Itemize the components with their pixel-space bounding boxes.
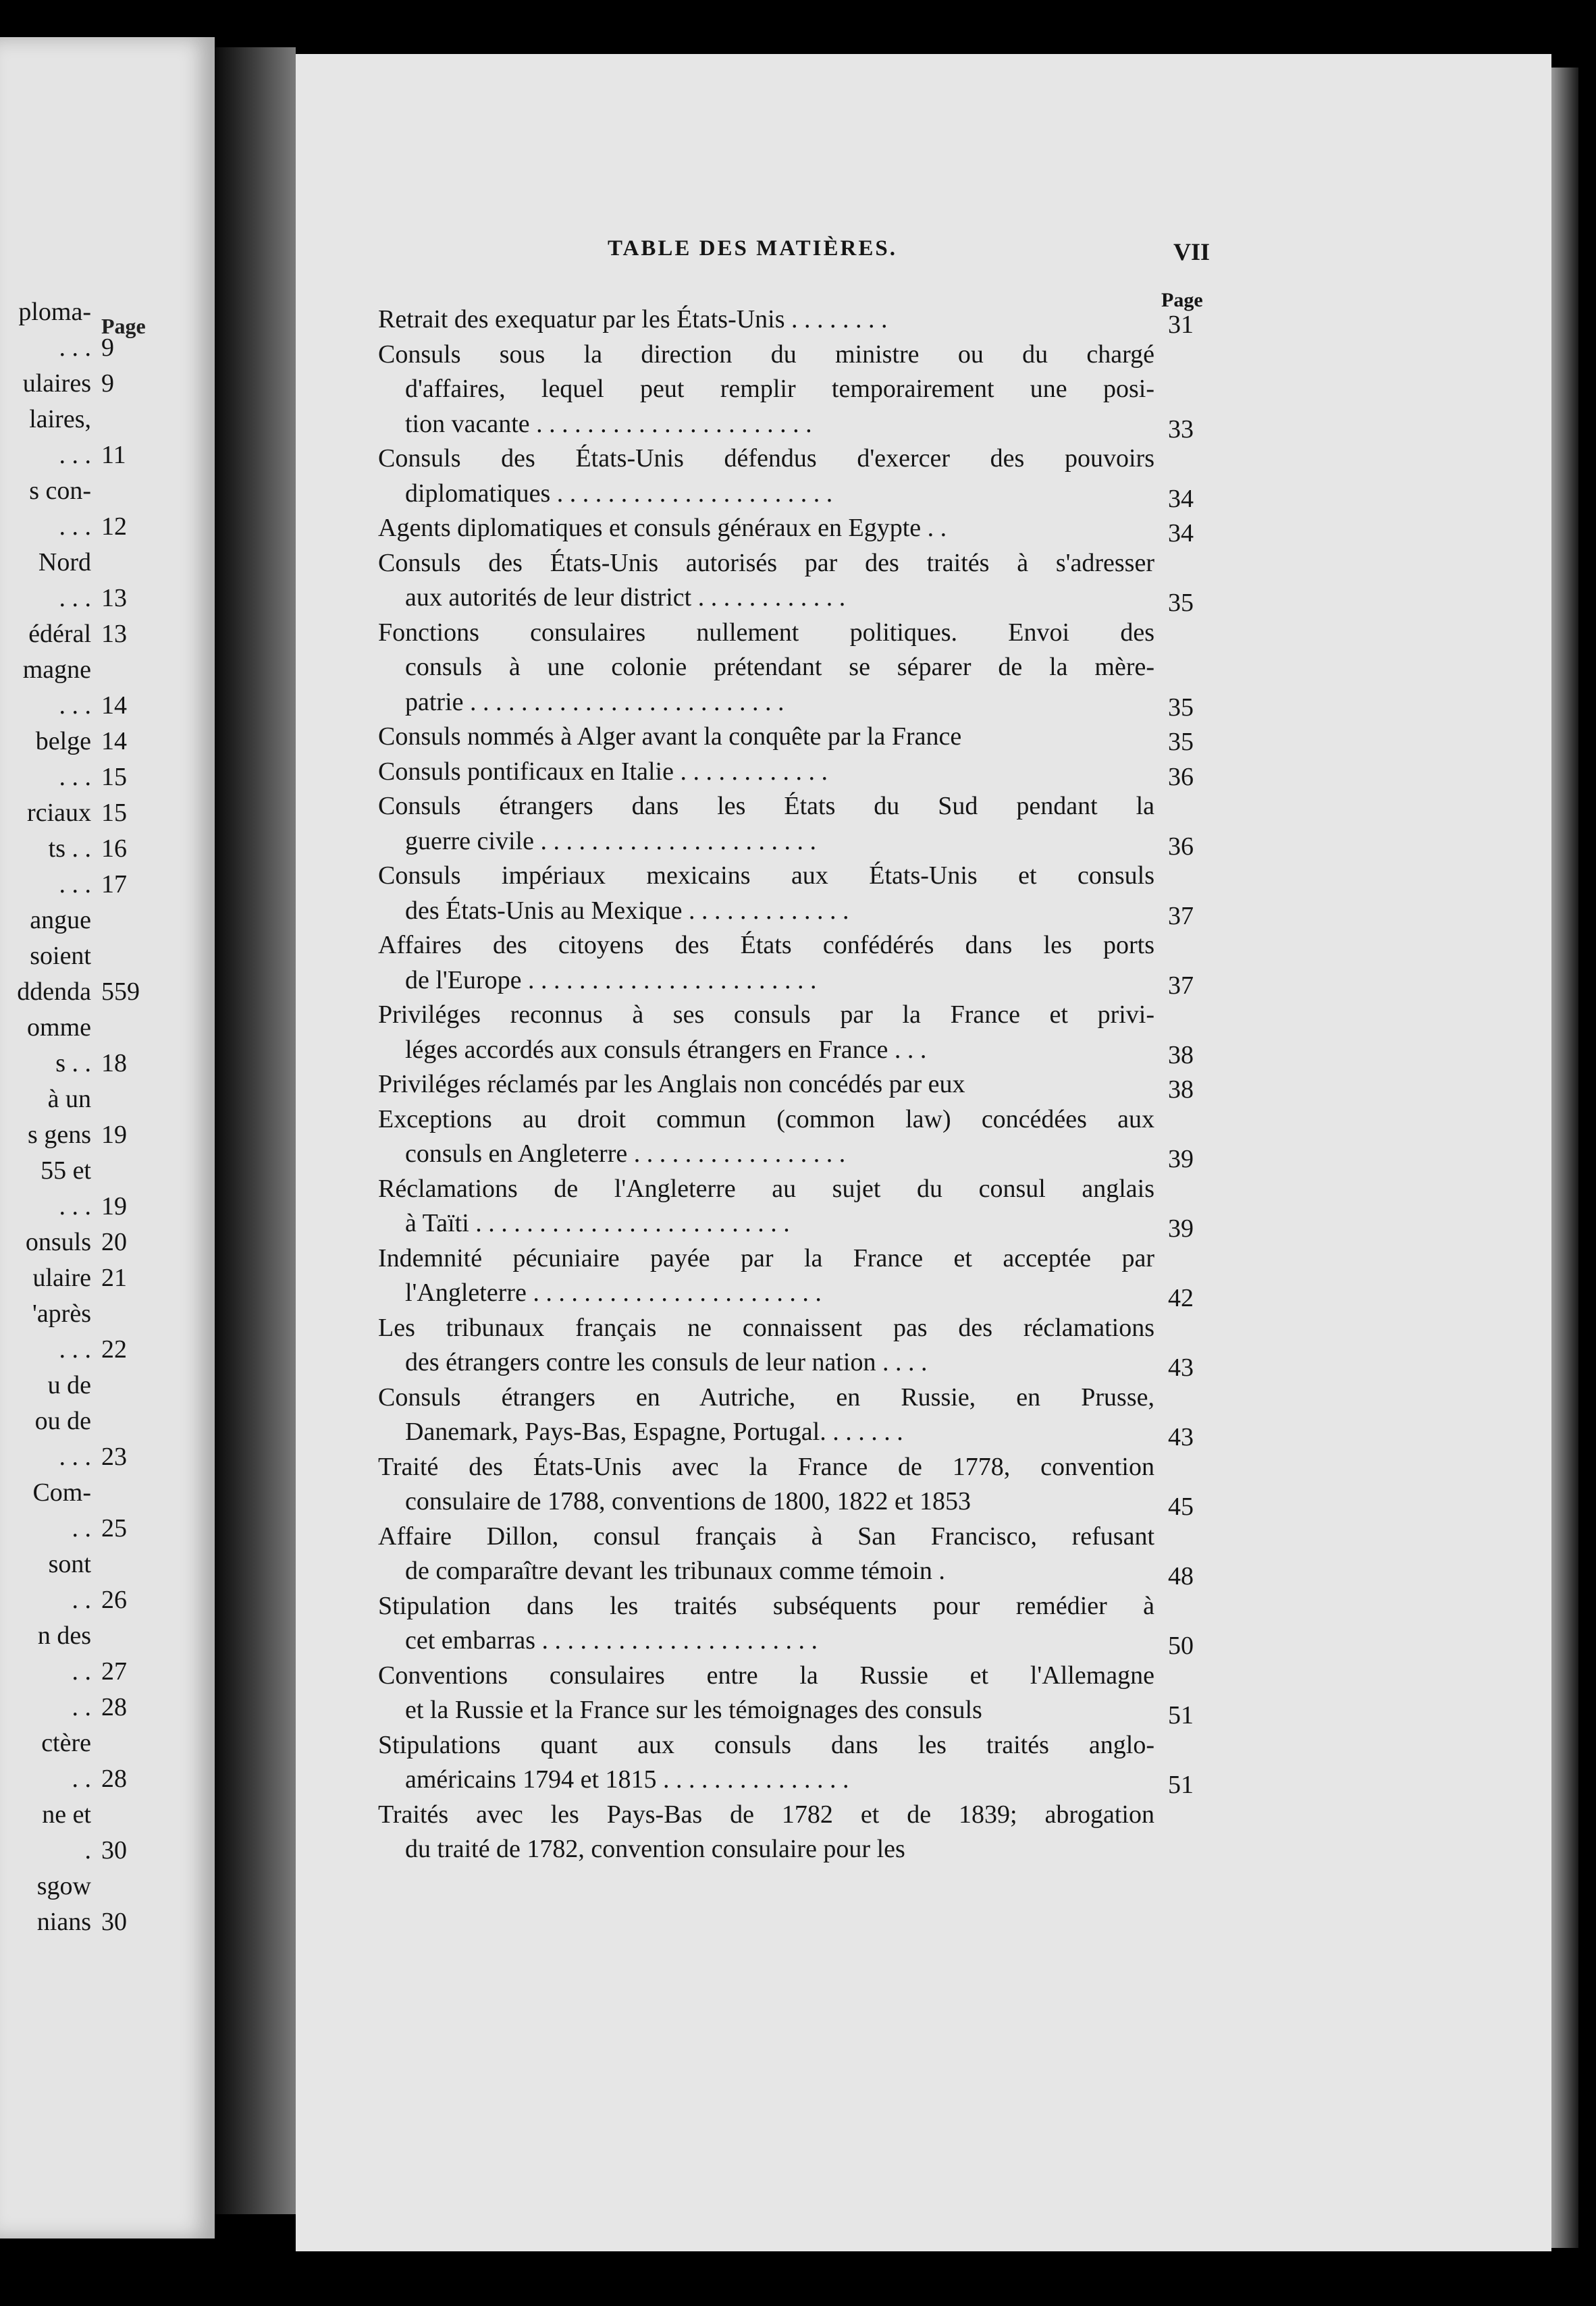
previous-page-row-page: 9: [101, 369, 114, 398]
toc-entry: [378, 1067, 1215, 1102]
previous-page-row-page: 23: [101, 1443, 127, 1471]
toc-entry-page: 37: [1168, 901, 1194, 930]
previous-page-row: [0, 1657, 215, 1690]
toc-entry-line: Stipulations quant aux consuls dans les traités anglo-: [378, 1730, 1154, 1759]
previous-page-row: [0, 297, 215, 331]
previous-page-row-page: 17: [101, 870, 127, 899]
toc-entry: [378, 338, 1215, 442]
previous-page-row: [0, 1549, 215, 1583]
previous-page-row-text: . . .: [59, 441, 91, 469]
previous-page-row-page: 30: [101, 1836, 127, 1865]
toc-entry-page: 39: [1168, 1145, 1194, 1173]
previous-page-row-text: . . .: [59, 763, 91, 791]
toc-entry-line: consuls en Angleterre . . . . . . . . . . . . . . . . .: [405, 1139, 846, 1168]
toc-entry: [378, 1659, 1215, 1728]
toc-entry-line: léges accordés aux consuls étrangers en France . . .: [405, 1035, 927, 1064]
toc-entry-page: 37: [1168, 971, 1194, 1000]
previous-page-row-text: Nord: [38, 548, 91, 576]
previous-page-row-text: . .: [72, 1586, 91, 1614]
previous-page-row: [0, 1621, 215, 1655]
previous-page-column-label: Page: [101, 314, 146, 338]
toc-entry-line: du traité de 1782, convention consulaire pour les: [405, 1835, 905, 1863]
previous-page-row-text: 'après: [32, 1299, 91, 1328]
previous-page-row-page: 19: [101, 1192, 127, 1221]
previous-page-row: [0, 440, 215, 474]
previous-page-row: [0, 1370, 215, 1404]
toc-entry-page: 51: [1168, 1701, 1194, 1730]
previous-page-row: [0, 476, 215, 510]
toc-entry-page: 33: [1168, 414, 1194, 444]
toc-entry-page: 45: [1168, 1493, 1194, 1521]
toc-entry-line: d'affaires, lequel peut remplir temporairement une posi-: [405, 375, 1154, 403]
previous-page-row-text: édéral: [28, 620, 91, 648]
toc-entry: [378, 720, 1215, 755]
previous-page-row: [0, 941, 215, 975]
toc-entry-line: consuls à une colonie prétendant se séparer de la mère-: [405, 653, 1154, 681]
previous-page-row-text: nians: [36, 1908, 91, 1936]
previous-page-row: [0, 726, 215, 760]
previous-page-row-text: belge: [35, 727, 91, 755]
toc-entry-line: Réclamations de l'Angleterre au sujet du consul anglais: [378, 1174, 1154, 1203]
previous-page-row-text: rciaux: [27, 799, 91, 827]
toc-entry-line: tion vacante . . . . . . . . . . . . . . . . . . . . . .: [405, 409, 812, 438]
toc-entry-line: Affaires des citoyens des États confédérés dans les ports: [378, 931, 1154, 959]
previous-page-row-text: sgow: [36, 1872, 91, 1900]
previous-page-row-page: 27: [101, 1657, 127, 1686]
toc-entry-line: Traités avec les Pays-Bas de 1782 et de 1839; abrogation: [378, 1800, 1154, 1829]
previous-page-row: [0, 1191, 215, 1225]
previous-page-row-text: à un: [47, 1085, 91, 1113]
previous-page-row: [0, 1227, 215, 1261]
previous-page-row: [0, 1156, 215, 1189]
previous-page-row-page: 9: [101, 333, 114, 362]
previous-page-row-page: 30: [101, 1908, 127, 1936]
previous-page-row-text: . . .: [59, 333, 91, 362]
toc-entry: [378, 1728, 1215, 1798]
previous-page-row-text: . . .: [59, 584, 91, 612]
running-title: TABLE DES MATIÈRES.: [608, 236, 897, 261]
toc-entry-page: 43: [1168, 1353, 1194, 1382]
toc-entry: [378, 755, 1215, 790]
previous-page-row-text: . . .: [59, 1335, 91, 1364]
toc-entry-page: 50: [1168, 1632, 1194, 1660]
toc-entry-line: aux autorités de leur district . . . . . . . . . . . .: [405, 583, 846, 612]
previous-page-row: [0, 369, 215, 402]
toc-entry-page: 35: [1168, 693, 1194, 722]
previous-page-row-text: ts . .: [48, 834, 91, 863]
previous-page-row: [0, 1263, 215, 1297]
toc-entry-line: Affaire Dillon, consul français à San Francisco, refusant: [378, 1522, 1154, 1551]
toc-entry: [378, 1798, 1215, 1867]
toc-entry-line: l'Angleterre . . . . . . . . . . . . . . . . . . . . . . .: [405, 1279, 822, 1307]
previous-page-row-page: 14: [101, 691, 127, 720]
toc-entry-page: 35: [1168, 589, 1194, 617]
toc-entry: [378, 1589, 1215, 1659]
toc-entry-line: Traité des États-Unis avec la France de 1778, convention: [378, 1452, 1154, 1481]
previous-page-row-page: 13: [101, 620, 127, 648]
book-gutter: [215, 47, 296, 2214]
toc-entry-page: 35: [1168, 728, 1194, 756]
previous-page-row: [0, 547, 215, 581]
toc-entry: [378, 1380, 1215, 1450]
previous-page-row: [0, 1835, 215, 1869]
previous-page-row: [0, 834, 215, 867]
previous-page-row: [0, 869, 215, 903]
previous-page-row-page: 21: [101, 1264, 127, 1292]
toc-entry-line: de l'Europe . . . . . . . . . . . . . . . . . . . . . . .: [405, 965, 817, 994]
toc-entry-line: Consuls sous la direction du ministre ou du chargé: [378, 340, 1154, 369]
toc-entry: [378, 859, 1215, 928]
toc-entry-line: consulaire de 1788, conventions de 1800, 1822 et 1853: [405, 1487, 971, 1516]
toc-entry-line: Consuls impériaux mexicains aux États-Unis et consuls: [378, 861, 1154, 890]
toc-entry-line: Conventions consulaires entre la Russie et l'Allemagne: [378, 1661, 1154, 1690]
previous-page-row: [0, 512, 215, 545]
previous-page-row: [0, 1084, 215, 1118]
page-column-label: Page: [1161, 289, 1203, 311]
previous-page-row-text: ddenda: [17, 977, 91, 1006]
previous-page-row: [0, 1728, 215, 1762]
previous-page-row: [0, 798, 215, 832]
toc-entry: [378, 511, 1215, 546]
toc-entry-page: 39: [1168, 1214, 1194, 1243]
previous-page-row: [0, 1048, 215, 1082]
toc-entry-page: 36: [1168, 832, 1194, 861]
toc-entry-line: patrie . . . . . . . . . . . . . . . . . . . . . . . . .: [405, 687, 784, 716]
previous-page-row: [0, 1442, 215, 1476]
previous-page-row: [0, 404, 215, 438]
previous-page-row-text: soient: [30, 942, 91, 970]
toc-entry-line: des étrangers contre les consuls de leur nation . . . .: [405, 1348, 928, 1376]
previous-page-row: [0, 905, 215, 939]
previous-page-row-text: . .: [72, 1765, 91, 1793]
previous-page-row-text: 55 et: [41, 1156, 91, 1185]
previous-page-row-text: sont: [48, 1550, 91, 1578]
toc-entry: [378, 1520, 1215, 1589]
toc-entry-line: guerre civile . . . . . . . . . . . . . . . . . . . . . .: [405, 826, 816, 855]
toc-entry: [378, 998, 1215, 1067]
previous-page-row-page: 14: [101, 727, 127, 755]
previous-page-row: [0, 1513, 215, 1547]
toc-entry: [378, 302, 1215, 338]
previous-page-row-text: ulaire: [32, 1264, 91, 1292]
previous-page-row-page: 18: [101, 1049, 127, 1077]
toc-entry-line: cet embarras . . . . . . . . . . . . . . . . . . . . . .: [405, 1626, 818, 1655]
toc-entry-line: Priviléges reconnus à ses consuls par la France et privi-: [378, 1000, 1154, 1029]
toc-entry-page: 34: [1168, 484, 1194, 513]
toc-entry-line: diplomatiques . . . . . . . . . . . . . . . . . . . . . .: [405, 479, 833, 508]
previous-page-row-text: Com-: [32, 1478, 91, 1507]
previous-page-row-page: 28: [101, 1693, 127, 1721]
toc-entry-line: Stipulation dans les traités subséquents pour remédier à: [378, 1591, 1154, 1620]
toc-entry: [378, 928, 1215, 998]
toc-entry: [378, 1172, 1215, 1241]
previous-page-row-page: 15: [101, 763, 127, 791]
previous-page-row: [0, 1800, 215, 1833]
previous-page-row-text: ne et: [42, 1800, 91, 1829]
toc-entry-line: Consuls des États-Unis défendus d'exercer des pouvoirs: [378, 444, 1154, 473]
previous-page-row: [0, 977, 215, 1011]
previous-page-row-page: 20: [101, 1228, 127, 1256]
toc-entry-line: Danemark, Pays-Bas, Espagne, Portugal. . . . . . .: [405, 1418, 903, 1446]
previous-page-row-text: . . .: [59, 691, 91, 720]
toc-entry-line: Consuls étrangers dans les États du Sud pendant la: [378, 792, 1154, 820]
toc-entry-line: à Taïti . . . . . . . . . . . . . . . . . . . . . . . . .: [405, 1209, 790, 1237]
toc-entry-line: de comparaître devant les tribunaux comme témoin .: [405, 1557, 945, 1585]
toc-entry-line: Consuls des États-Unis autorisés par des traités à s'adresser: [378, 548, 1154, 577]
previous-page-row-page: 15: [101, 799, 127, 827]
previous-page-row-text: ctère: [41, 1729, 91, 1757]
toc-entry-line: Priviléges réclamés par les Anglais non concédés par eux: [378, 1070, 965, 1098]
previous-page-row-page: 26: [101, 1586, 127, 1614]
toc-entry-line: Consuls nommés à Alger avant la conquête par la France: [378, 722, 962, 751]
toc-entry-page: 43: [1168, 1423, 1194, 1451]
toc-entry-line: des États-Unis au Mexique . . . . . . . . . . . . .: [405, 896, 849, 925]
previous-page-row-page: 25: [101, 1514, 127, 1543]
previous-page-row-text: .: [84, 1836, 91, 1865]
toc-entry-line: Agents diplomatiques et consuls généraux en Egypte . .: [378, 514, 947, 542]
toc-entry-page: 34: [1168, 519, 1194, 547]
previous-page-row-text: s . .: [55, 1049, 91, 1077]
previous-page-row-text: . . .: [59, 1443, 91, 1471]
previous-page-row: [0, 1478, 215, 1511]
toc-entry: [378, 789, 1215, 859]
toc-entry-line: Fonctions consulaires nullement politiques. Envoi des: [378, 618, 1154, 647]
toc-entry: [378, 1450, 1215, 1520]
previous-page-row-text: magne: [22, 655, 91, 684]
previous-page-row: [0, 1907, 215, 1941]
previous-page-row-page: 11: [101, 441, 126, 469]
previous-page-row-text: . .: [72, 1657, 91, 1686]
previous-page-row-text: angue: [30, 906, 91, 934]
toc-entry: [378, 1311, 1215, 1380]
page-edge-shadow: [1551, 68, 1578, 2248]
previous-page-row-text: laires,: [29, 405, 91, 433]
toc-entry-line: Exceptions au droit commun (common law) concédées aux: [378, 1104, 1154, 1133]
toc-entry-line: Consuls pontificaux en Italie . . . . . . . . . . . .: [378, 757, 828, 786]
previous-page-row-page: 28: [101, 1765, 127, 1793]
previous-page-row-page: 12: [101, 512, 127, 541]
toc-entry-line: Les tribunaux français ne connaissent pas des réclamations: [378, 1313, 1154, 1342]
toc-entry: [378, 441, 1215, 511]
previous-page-row: [0, 1764, 215, 1798]
toc-entry: [378, 546, 1215, 616]
page-number-folio: VII: [1173, 238, 1211, 265]
previous-page-row-text: . .: [72, 1693, 91, 1721]
previous-page-row: [0, 1692, 215, 1726]
previous-page-row-text: . . .: [59, 870, 91, 899]
toc-entry-page: 31: [1168, 311, 1194, 339]
previous-page-row: [0, 655, 215, 689]
previous-page-row: [0, 583, 215, 617]
previous-page-row: [0, 762, 215, 796]
previous-page-row-page: 13: [101, 584, 127, 612]
previous-page-row-text: ou de: [34, 1407, 91, 1435]
toc-entry-page: 38: [1168, 1040, 1194, 1069]
previous-page-row: [0, 333, 215, 367]
toc-entry-page: 48: [1168, 1562, 1194, 1590]
previous-page-row: [0, 1406, 215, 1440]
previous-page-row: [0, 691, 215, 724]
toc-entry-line: Retrait des exequatur par les États-Unis . . . . . . . .: [378, 305, 888, 333]
previous-page-row-text: . .: [72, 1514, 91, 1543]
previous-page-row: [0, 1585, 215, 1619]
toc-entry-page: 38: [1168, 1075, 1194, 1104]
toc-entry-line: américains 1794 et 1815 . . . . . . . . . . . . . . .: [405, 1765, 849, 1794]
previous-page-row-page: 22: [101, 1335, 127, 1364]
previous-page-row: [0, 1299, 215, 1333]
toc-entry-line: et la Russie et la France sur les témoignages des consuls: [405, 1696, 982, 1724]
previous-page-row-text: s gens: [28, 1121, 91, 1149]
previous-page-row-page: 19: [101, 1121, 127, 1149]
previous-page-row: [0, 619, 215, 653]
previous-page-row-text: . . .: [59, 1192, 91, 1221]
toc-entry-line: Consuls étrangers en Autriche, en Russie, en Prusse,: [378, 1383, 1154, 1412]
toc-entry: [378, 1102, 1215, 1172]
previous-page-row-text: n des: [37, 1621, 91, 1650]
toc-entry-page: 36: [1168, 762, 1194, 791]
previous-page-row: [0, 1871, 215, 1905]
previous-page-fragment: [0, 37, 215, 2238]
toc-entry-page: 42: [1168, 1284, 1194, 1312]
previous-page-row-text: ulaires: [22, 369, 91, 398]
toc-entry: [378, 616, 1215, 720]
previous-page-row: [0, 1120, 215, 1154]
previous-page-row: [0, 1335, 215, 1368]
previous-page-row-page: 559: [101, 977, 140, 1006]
previous-page-row: [0, 1013, 215, 1046]
previous-page-row-page: 16: [101, 834, 127, 863]
previous-page-row-text: s con-: [29, 477, 91, 505]
previous-page-row-text: ploma-: [18, 298, 91, 326]
previous-page-row-text: . . .: [59, 512, 91, 541]
toc-entry-line: Indemnité pécuniaire payée par la France et acceptée par: [378, 1243, 1154, 1272]
previous-page-row-text: omme: [27, 1013, 91, 1042]
toc-entry-page: 51: [1168, 1771, 1194, 1799]
toc-entry: [378, 1241, 1215, 1311]
previous-page-row-text: onsuls: [25, 1228, 91, 1256]
table-of-contents: [378, 302, 1215, 1867]
previous-page-row-text: u de: [47, 1371, 91, 1399]
